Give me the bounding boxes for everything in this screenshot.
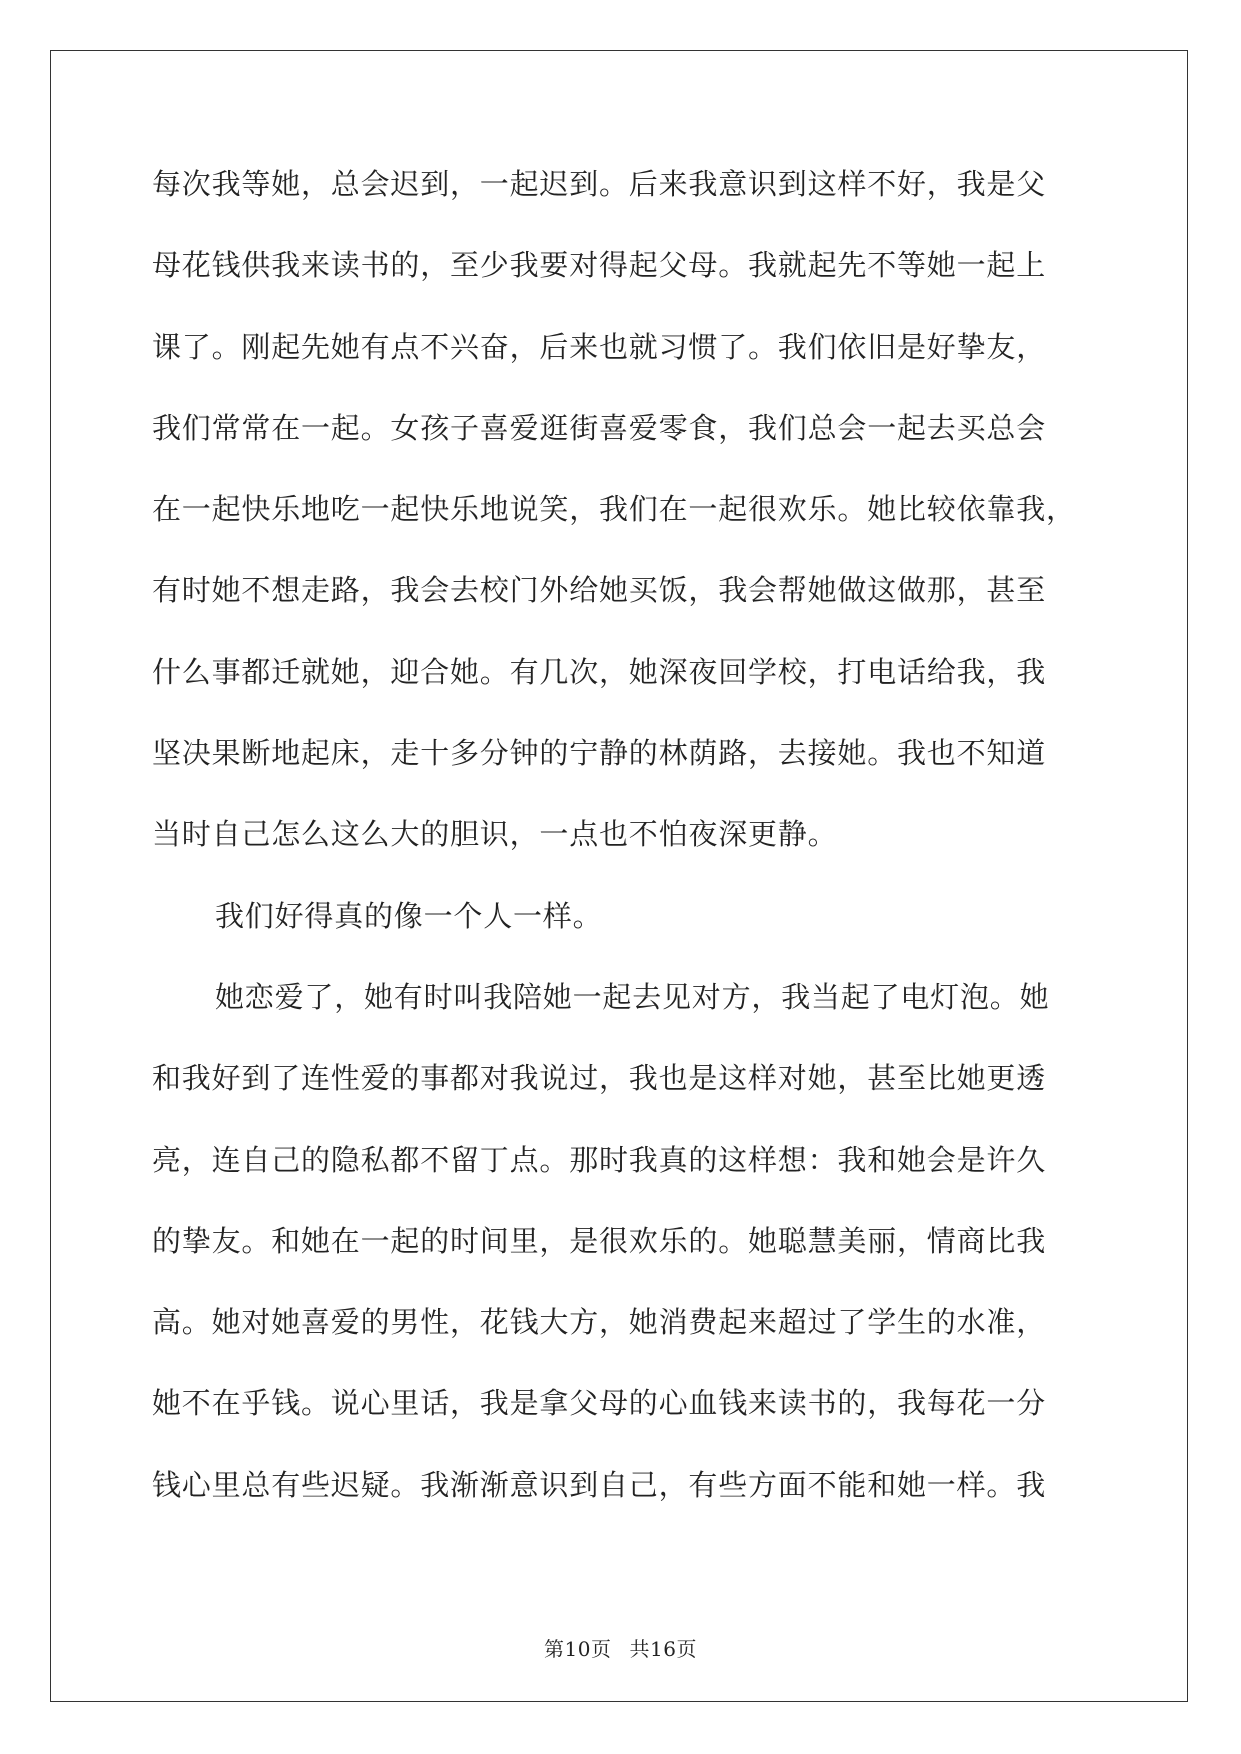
text-line: 有时她不想走路，我会去校门外给她买饭，我会帮她做这做那，甚至 xyxy=(152,573,1047,608)
text-line: 我们常常在一起。女孩子喜爱逛街喜爱零食，我们总会一起去买总会 xyxy=(152,410,1047,445)
text-line: 高。她对她喜爱的男性，花钱大方，她消费起来超过了学生的水准， xyxy=(152,1305,1047,1340)
text-line: 什么事都迁就她，迎合她。有几次，她深夜回学校，打电话给我，我 xyxy=(152,654,1047,689)
text-line: 每次我等她，总会迟到，一起迟到。后来我意识到这样不好，我是父 xyxy=(152,167,1047,201)
paragraph-start-line: 她恋爱了，她有时叫我陪她一起去见对方，我当起了电灯泡。她 xyxy=(215,979,1050,1014)
text-line: 钱心里总有些迟疑。我渐渐意识到自己，有些方面不能和她一样。我 xyxy=(152,1467,1047,1502)
text-line: 和我好到了连性爱的事都对我说过，我也是这样对她，甚至比她更透 xyxy=(152,1061,1047,1096)
text-line: 她不在乎钱。说心里话，我是拿父母的心血钱来读书的，我每花一分 xyxy=(152,1386,1047,1421)
text-line: 在一起快乐地吃一起快乐地说笑，我们在一起很欢乐。她比较依靠我， xyxy=(152,492,1076,527)
page-number-current: 第10页 xyxy=(544,1637,612,1661)
page-footer xyxy=(0,1633,1241,1662)
page-number-total: 共16页 xyxy=(629,1637,697,1661)
text-line: 亮，连自己的隐私都不留丁点。那时我真的这样想：我和她会是许久 xyxy=(152,1142,1047,1177)
text-line: 课了。刚起先她有点不兴奋，后来也就习惯了。我们依旧是好挚友， xyxy=(152,329,1047,364)
text-line: 当时自己怎么这么大的胆识，一点也不怕夜深更静。 xyxy=(152,817,838,852)
text-line: 的挚友。和她在一起的时间里，是很欢乐的。她聪慧美丽，情商比我 xyxy=(152,1223,1047,1258)
text-line: 母花钱供我来读书的，至少我要对得起父母。我就起先不等她一起上 xyxy=(152,248,1047,283)
text-line: 坚决果断地起床，走十多分钟的宁静的林荫路，去接她。我也不知道 xyxy=(152,736,1047,771)
document-body xyxy=(152,155,1102,1537)
paragraph-start-line: 我们好得真的像一个人一样。 xyxy=(215,898,603,933)
